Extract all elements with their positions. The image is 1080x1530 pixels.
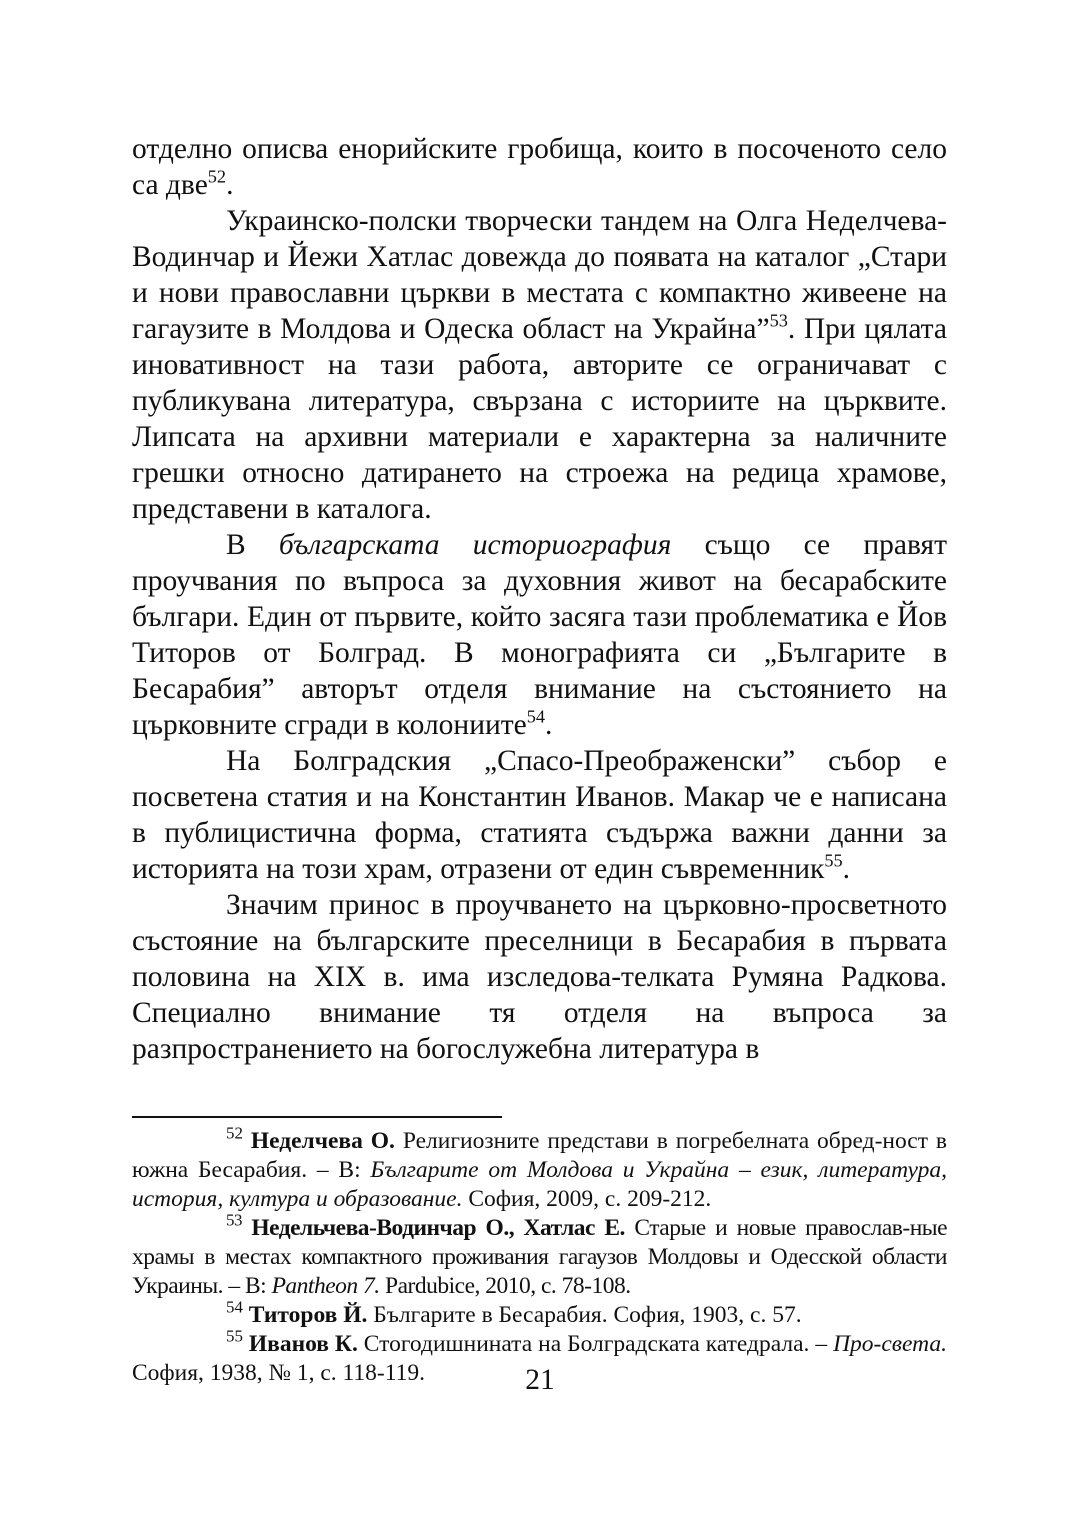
footnote-author: Титоров Й. <box>248 1302 368 1328</box>
footnote-ref-55[interactable]: 55 <box>824 850 843 871</box>
paragraph-2 <box>132 203 947 527</box>
footnote-number: 55 <box>226 1326 243 1346</box>
footnote-52 <box>132 1123 948 1214</box>
footnote-ref-54[interactable]: 54 <box>526 706 546 727</box>
page-number: 21 <box>525 1364 555 1396</box>
footnote-source: Българите от Молдова и Украйна – език, литература, история, култура и образование. <box>132 1157 947 1212</box>
footnotes <box>132 1123 948 1388</box>
footnote-ref-53[interactable]: 53 <box>769 310 788 331</box>
paragraph-3 <box>132 527 947 743</box>
footnote-title: Религиозните представи в погребелната обред-ност в южна Бесарабия. – В: <box>132 1128 948 1183</box>
paragraph-3-end: . <box>545 709 553 741</box>
paragraph-4-end: . <box>842 853 850 885</box>
footnote-number: 52 <box>226 1123 243 1143</box>
footnote-rest: Pardubice, 2010, с. 78-108. <box>385 1273 631 1299</box>
footnote-author: Недельчева-Водинчар О., Хатлас Е. <box>251 1215 625 1241</box>
paragraph-3-text: също се правят проучвания по въпроса за духовния живот на бесарабските българи. Един от първите, който засяга тази проблематика е Йов Титоров от Болград. В монографията си „Българите в Бесарабия” авторът отделя внимание на състоянието на църковните сгради в колониите <box>132 529 948 741</box>
paragraph-2-rest: . При цялата иновативност на тази работа, авторите се ограничават с публикувана литература, свързана с историите на църквите. Липсата на архивни материали е характерна за наличните грешки относно датирането на строежа на редица храмове, представени в каталога. <box>132 313 948 525</box>
main-text <box>132 131 947 1067</box>
footnote-title: Българите в Бесарабия. София, 1903, с. 57. <box>373 1302 802 1328</box>
paragraph-1-end: . <box>226 169 234 201</box>
footnote-divider <box>132 1116 502 1118</box>
footnote-rest: София, 2009, с. 209-212. <box>468 1186 712 1212</box>
footnote-source: Про-света. <box>833 1331 948 1357</box>
paragraph-3-emphasis: българската историография <box>278 529 672 561</box>
footnote-54 <box>132 1297 947 1330</box>
paragraph-2-text: Украинско-полски творчески тандем на Олга Неделчева-Водинчар и Йежи Хатлас довежда до появата на каталог „Стари и нови православни църкви в местата с компактно живеене на гагаузите в Молдова и Одеска област на Украйна” <box>132 205 947 345</box>
paragraph-3-start: В <box>226 529 246 561</box>
paragraph-4 <box>132 743 947 887</box>
footnote-author: Неделчева О. <box>250 1128 395 1154</box>
paragraph-1-text: отделно описва енорийските гробища, които в посоченото село са две <box>132 133 947 201</box>
paragraph-1 <box>132 131 947 203</box>
footnote-number: 54 <box>226 1297 243 1317</box>
footnote-rest: София, 1938, № 1, с. 118-119. <box>132 1360 425 1386</box>
footnote-author: Иванов К. <box>248 1331 358 1357</box>
footnote-title: Стогодишнината на Болградската катедрала. – <box>363 1331 828 1357</box>
footnote-ref-52[interactable]: 52 <box>207 166 227 187</box>
footnote-source: Pantheon 7. <box>271 1273 380 1299</box>
paragraph-5 <box>132 887 947 1067</box>
footnote-number: 53 <box>226 1210 242 1230</box>
footnote-title: Старые и новые православ-ные храмы в местах компактного проживания гагаузов Молдовы и Одесской области Украины. – В: <box>132 1215 948 1299</box>
footnote-53 <box>132 1210 948 1301</box>
paragraph-4-text: На Болградския „Спасо-Преображенски” събор е посветена статия и на Константин Иванов. Макар че е написана в публицистична форма, статията съдържа важни данни за историята на този храм, отразени от един съвременник <box>132 745 947 885</box>
paragraph-5-text: Значим принос в проучването на църковно-просветното състояние на българските преселници в Бесарабия в първата половина на ХІХ в. има изследова-телката Румяна Радкова. Специално внимание тя отделя на въпроса за разпространението на богослужебна литература в <box>132 889 947 1065</box>
